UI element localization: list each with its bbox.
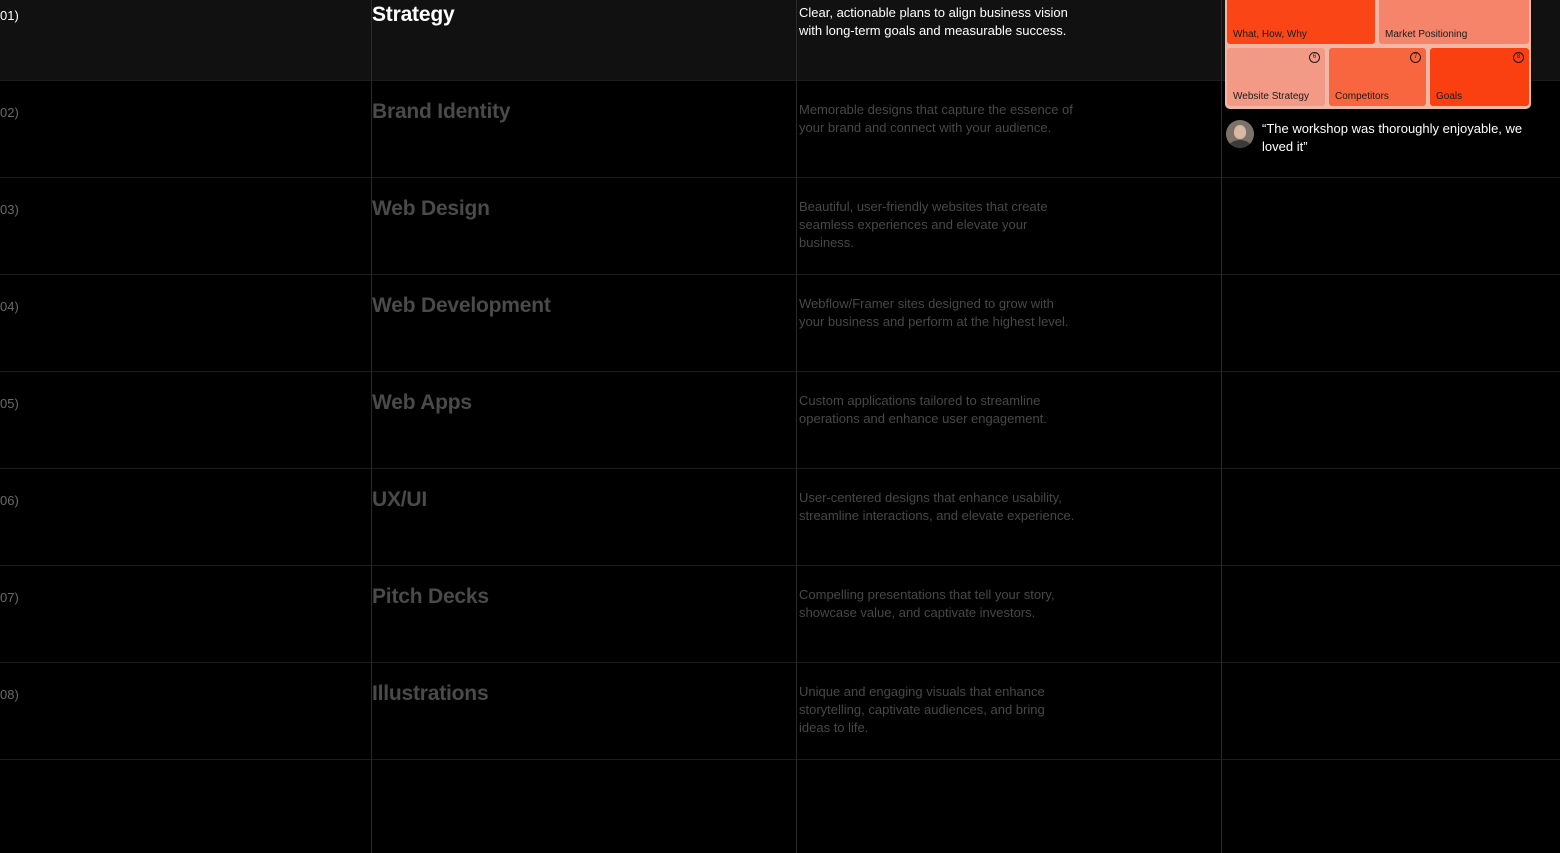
- service-number: 02): [0, 105, 19, 120]
- service-number: 05): [0, 396, 19, 411]
- step-number-badge: 8: [1513, 52, 1524, 63]
- service-description: Unique and engaging visuals that enhance storytelling, captivate audiences, and bring ideas to life.: [799, 684, 1045, 736]
- service-title: Brand Identity: [372, 100, 511, 123]
- service-number: 01): [0, 8, 19, 23]
- service-number: 06): [0, 493, 19, 508]
- step-number-badge: 6: [1309, 52, 1320, 63]
- preview-tile: [1379, 0, 1529, 44]
- preview-tile: [1430, 48, 1529, 106]
- service-description: Memorable designs that capture the essence of your brand and connect with your audience.: [799, 102, 1073, 136]
- testimonial-quote: “The workshop was thoroughly enjoyable, we loved it”: [1262, 121, 1523, 154]
- service-description: Compelling presentations that tell your story, showcase value, and captivate investors.: [799, 587, 1055, 621]
- service-row[interactable]: [0, 372, 1560, 469]
- step-number-badge: 7: [1410, 52, 1421, 63]
- service-title: Illustrations: [372, 682, 489, 705]
- column-divider: [371, 0, 372, 853]
- service-title: UX/UI: [372, 488, 428, 511]
- service-number: 03): [0, 202, 19, 217]
- service-number: 04): [0, 299, 19, 314]
- service-description: Custom applications tailored to streamline operations and enhance user engagement.: [799, 393, 1047, 427]
- service-row[interactable]: [0, 275, 1560, 372]
- person-avatar-icon: [1226, 120, 1254, 148]
- service-title: Web Design: [372, 197, 490, 220]
- preview-tile-label: What, How, Why: [1233, 29, 1307, 40]
- service-row[interactable]: [0, 178, 1560, 275]
- strategy-preview-card: [1225, 0, 1531, 109]
- service-description: Clear, actionable plans to align business vision with long-term goals and measurable success.: [799, 5, 1068, 39]
- column-divider: [796, 0, 797, 853]
- preview-tile: [1329, 48, 1426, 106]
- service-title: Pitch Decks: [372, 585, 489, 608]
- avatar-face: [1234, 125, 1246, 139]
- service-description: Beautiful, user-friendly websites that create seamless experiences and elevate your business.: [799, 199, 1048, 251]
- preview-tile-label: Website Strategy: [1233, 91, 1309, 102]
- preview-tile-label: Market Positioning: [1385, 29, 1468, 40]
- service-description: Webflow/Framer sites designed to grow with your business and perform at the highest level.: [799, 296, 1069, 330]
- service-row[interactable]: [0, 566, 1560, 663]
- service-title: Web Development: [372, 294, 551, 317]
- preview-tile-label: Competitors: [1335, 91, 1389, 102]
- column-divider: [1221, 0, 1222, 853]
- preview-tile-label: Goals: [1436, 91, 1463, 102]
- service-row[interactable]: [0, 469, 1560, 566]
- preview-tile: [1227, 0, 1375, 44]
- preview-tile: [1227, 48, 1325, 106]
- service-title: Web Apps: [372, 391, 472, 414]
- service-description: User-centered designs that enhance usability, streamline interactions, and elevate experience.: [799, 490, 1075, 524]
- avatar-body: [1229, 140, 1251, 148]
- service-row[interactable]: [0, 663, 1560, 760]
- service-number: 07): [0, 590, 19, 605]
- service-number: 08): [0, 687, 19, 702]
- service-title: Strategy: [372, 3, 455, 26]
